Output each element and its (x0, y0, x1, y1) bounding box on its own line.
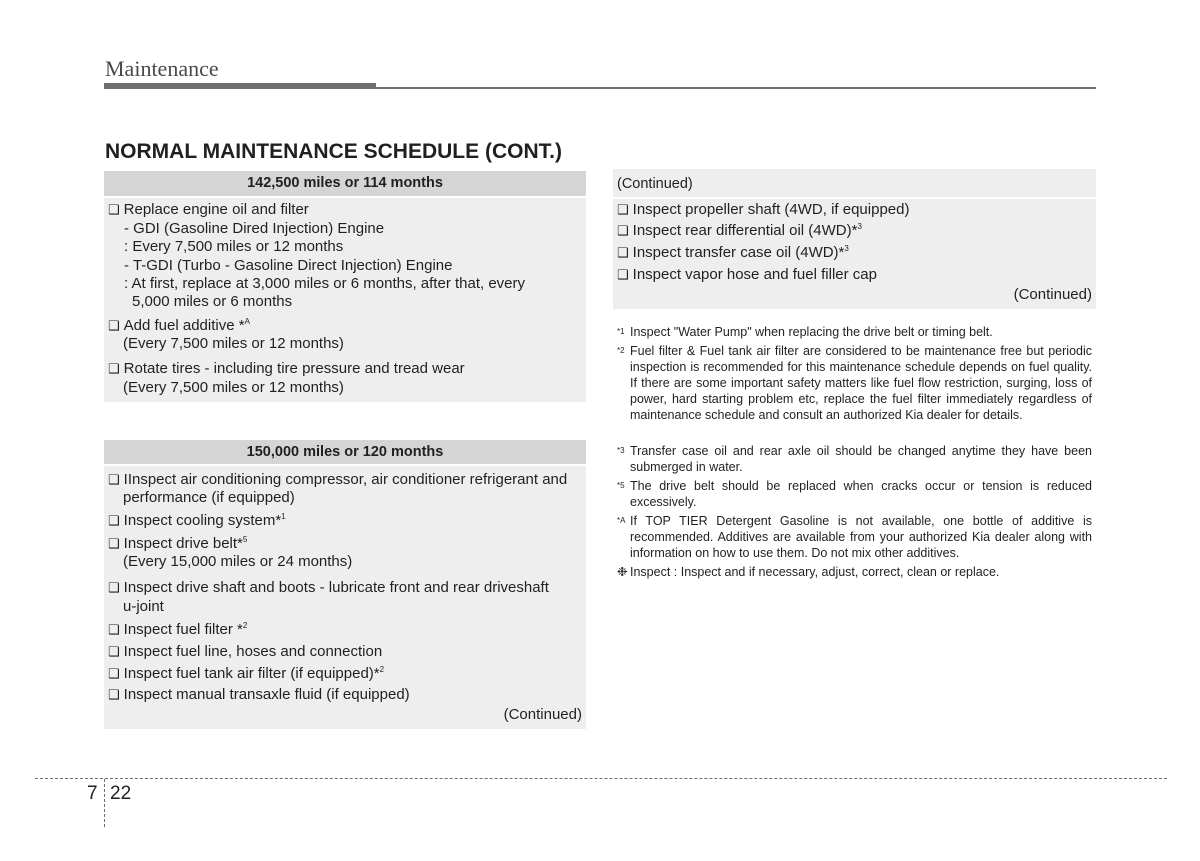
checkbox-icon: ❑ (108, 537, 120, 552)
list-item: ❑ Inspect manual transaxle fluid (if equipped) (108, 686, 410, 703)
box-divider (104, 464, 586, 466)
checkbox-icon: ❑ (108, 203, 120, 218)
list-item-detail: : Every 7,500 miles or 12 months (124, 238, 344, 255)
list-item-detail: - GDI (Gasoline Dired Injection) Engine (124, 220, 385, 237)
schedule-box-142500 (104, 171, 586, 402)
list-item: ❑ Inspect fuel filter *$^2$ (108, 621, 248, 638)
footnote-2: *2 Fuel filter & Fuel tank air filter are considered to be maintenance free but periodic inspection is recommended for this maintenance schedule depends on fuel quality. If there are some important safety matters like fuel flow restriction, surging, loss of power, hard starting problem etc, replace the fuel filter immediately regardless of maintenance schedule and consult an authorized Kia dealer for details. (617, 344, 1092, 422)
footer-divider (104, 779, 105, 827)
list-item-detail: (Every 7,500 miles or 12 months) (123, 379, 344, 396)
section-title: NORMAL MAINTENANCE SCHEDULE (CONT.) (105, 140, 562, 163)
checkbox-icon: ❑ (108, 645, 120, 660)
checkbox-icon: ❑ (108, 514, 120, 529)
list-item-detail: (Every 7,500 miles or 12 months) (123, 335, 344, 352)
checkbox-icon: ❑ (108, 473, 120, 488)
checkbox-icon: ❑ (617, 246, 629, 261)
list-item: ❑ Rotate tires - including tire pressure and tread wear (108, 360, 465, 377)
continued-label: (Continued) (503, 706, 582, 723)
schedule-box-continued (613, 169, 1096, 309)
list-item: ❑ Inspect transfer case oil (4WD)*$^3$ (617, 244, 849, 261)
list-item: ❑ Inspect vapor hose and fuel filler cap (617, 266, 877, 283)
list-item-detail: 5,000 miles or 6 months (132, 293, 293, 310)
header-rule-thick (104, 83, 376, 89)
box-divider (104, 196, 586, 198)
list-item: ❑ Inspect propeller shaft (4WD, if equipped) (617, 201, 910, 218)
list-item: ❑ Inspect cooling system*$^1$ (108, 512, 286, 529)
list-item: ❑ IInspect air conditioning compressor, air conditioner refrigerant and (108, 471, 568, 488)
footnote-1: *1 Inspect "Water Pump" when replacing the drive belt or timing belt. (617, 325, 993, 339)
list-item: ❑ Inspect fuel tank air filter (if equipped)*$^2$ (108, 665, 385, 682)
box-divider (613, 197, 1096, 199)
snowflake-icon: ❉ (617, 565, 628, 579)
list-item: ❑ Replace engine oil and filter (108, 201, 309, 218)
checkbox-icon: ❑ (617, 268, 629, 283)
box-heading: 150,000 miles or 120 months (104, 440, 586, 464)
list-item: ❑ Add fuel additive *$^A$ (108, 317, 250, 334)
list-item-detail: u-joint (123, 598, 164, 615)
chapter-number: 7 (87, 783, 98, 804)
list-item: ❑ Inspect fuel line, hoses and connection (108, 643, 383, 660)
checkbox-icon: ❑ (617, 203, 629, 218)
list-item-detail: : At first, replace at 3,000 miles or 6 months, after that, every (124, 275, 526, 292)
list-item: ❑ Inspect drive belt*$^5$ (108, 535, 248, 552)
list-item-detail: (Every 15,000 miles or 24 months) (123, 553, 353, 570)
footnote-5: *5 The drive belt should be replaced when cracks occur or tension is reduced excessively. (617, 479, 1092, 509)
checkbox-icon: ❑ (108, 319, 120, 334)
header-rule-thin (376, 87, 1096, 89)
checkbox-icon: ❑ (108, 688, 120, 703)
page-number: 22 (110, 783, 132, 804)
list-item-detail: - T-GDI (Turbo - Gasoline Direct Injection) Engine (124, 257, 453, 274)
checkbox-icon: ❑ (108, 362, 120, 377)
checkbox-icon: ❑ (108, 623, 120, 638)
box-heading: (Continued) (617, 176, 693, 192)
continued-label: (Continued) (1013, 286, 1092, 303)
checkbox-icon: ❑ (108, 581, 120, 596)
list-item: ❑ Inspect drive shaft and boots - lubricate front and rear driveshaft (108, 579, 549, 596)
box-heading: 142,500 miles or 114 months (104, 171, 586, 196)
footer-rule (35, 778, 1167, 779)
schedule-box-150000 (104, 440, 586, 729)
footnote-inspect-note: ❉ Inspect : Inspect and if necessary, adjust, correct, clean or replace. (617, 565, 1000, 579)
checkbox-icon: ❑ (617, 224, 629, 239)
checkbox-icon: ❑ (108, 667, 120, 682)
footnote-3: *3 Transfer case oil and rear axle oil should be changed anytime they have been submerged in water. (617, 444, 1092, 474)
header-title: Maintenance (105, 56, 219, 81)
list-item-detail: performance (if equipped) (123, 489, 295, 506)
list-item: ❑ Inspect rear differential oil (4WD)*$^3$ (617, 222, 862, 239)
footnote-a: *A If TOP TIER Detergent Gasoline is not available, one bottle of additive is recommended. Additives are available from your authorized Kia dealer along with information on how to use them. Do not mix other additives. (617, 514, 1092, 560)
